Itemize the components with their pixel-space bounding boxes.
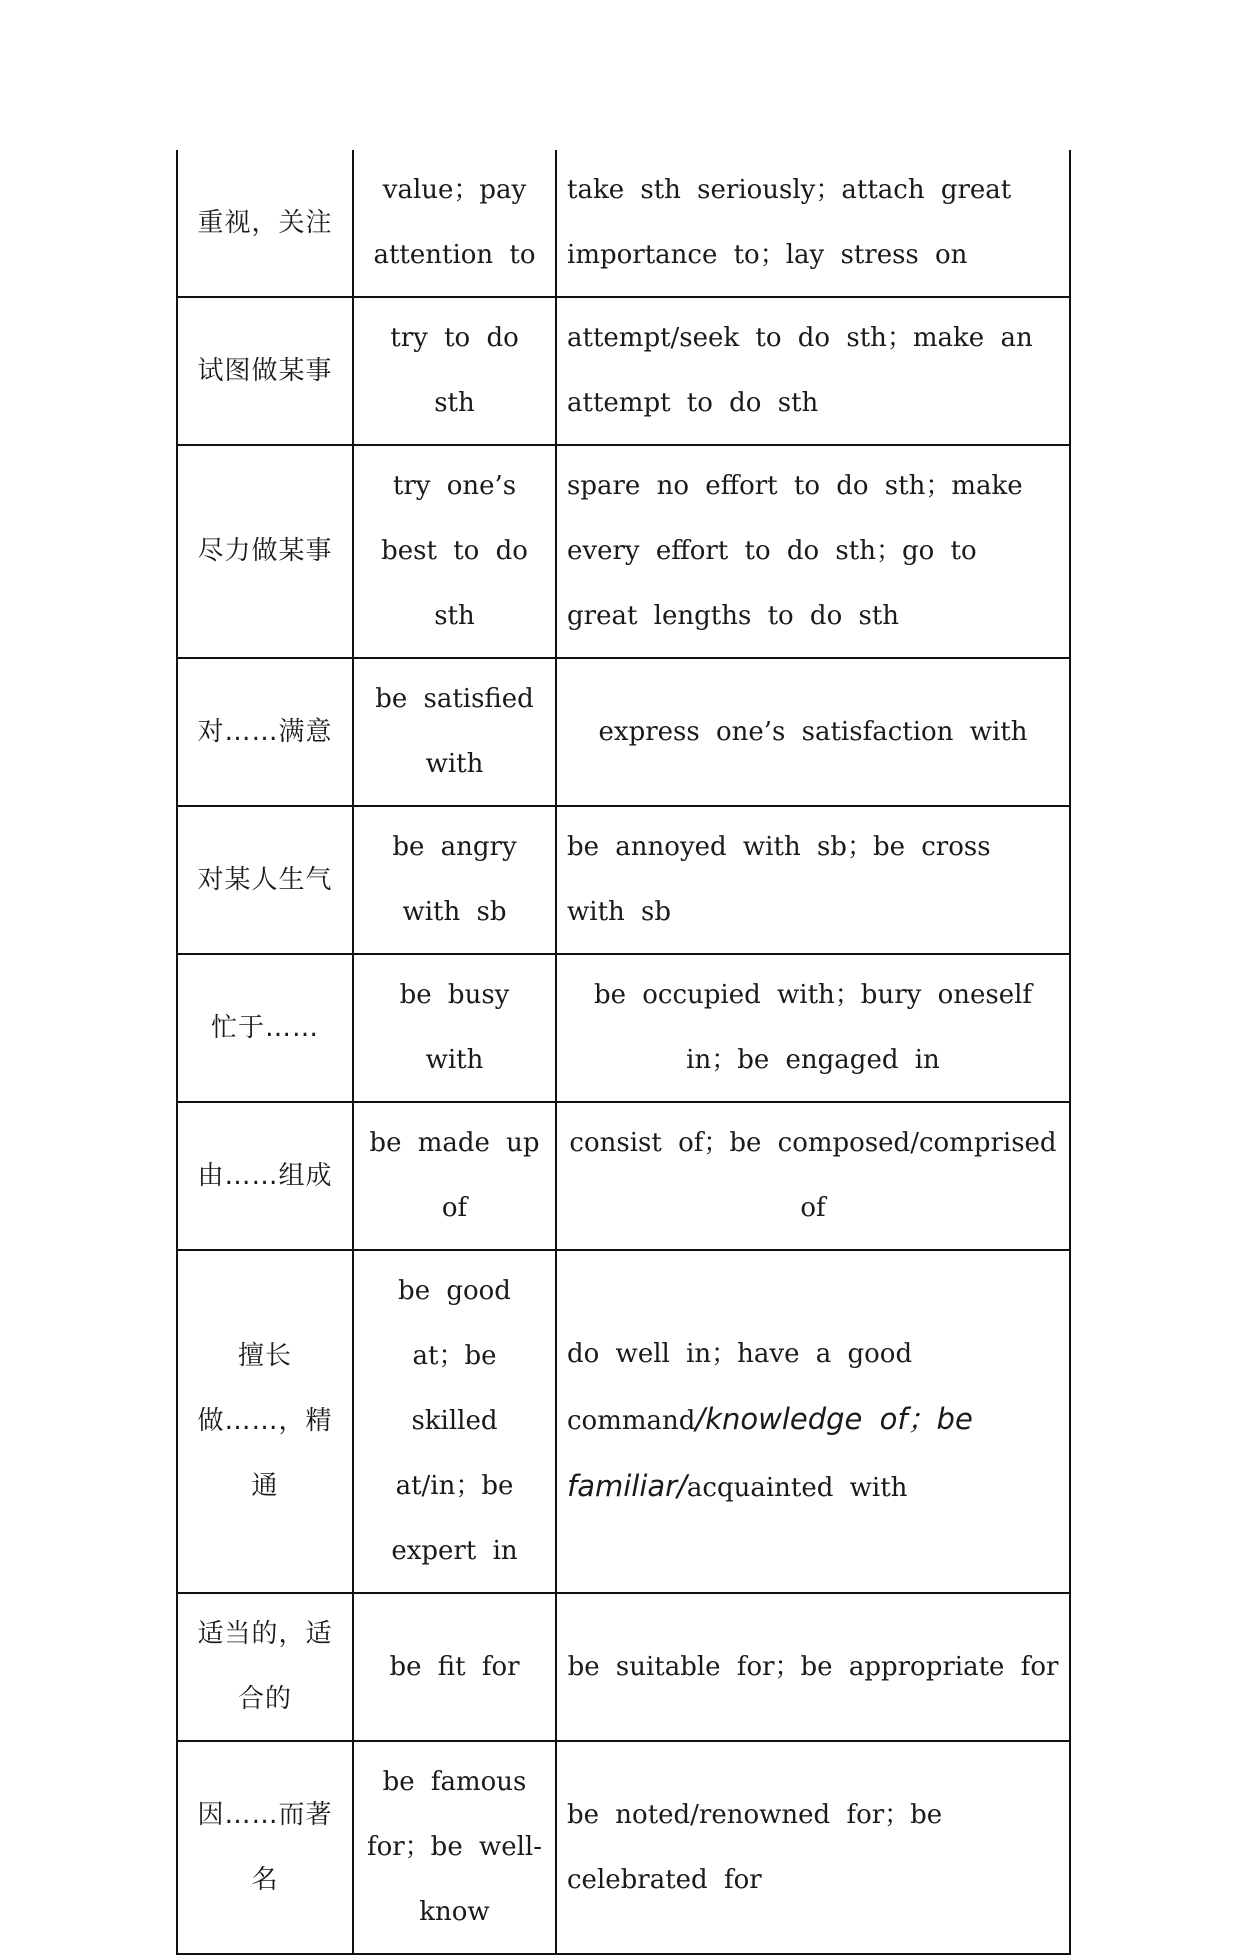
advanced-expression-cell: take sth seriously；attach great importance to；lay stress on [556,150,1070,297]
chinese-cell: 尽力做某事 [177,445,353,658]
table-row [177,445,1070,658]
basic-expression-cell: try one’s best to do sth [353,445,556,658]
chinese-cell: 由……组成 [177,1102,353,1250]
advanced-expression-cell: attempt/seek to do sth；make an attempt to do sth [556,297,1070,445]
basic-expression-cell: value；pay attention to [353,150,556,297]
chinese-cell: 因……而著名 [177,1741,353,1954]
basic-expression-cell: be good at；be skilled at/in；be expert in [353,1250,556,1593]
advanced-expression-cell: be suitable for；be appropriate for [556,1593,1070,1741]
table-row [177,1250,1070,1593]
advanced-expression-cell [556,1250,1070,1593]
advanced-expression-cell: consist of；be composed/comprised of [556,1102,1070,1250]
chinese-cell: 对某人生气 [177,806,353,954]
vocabulary-table [176,150,1071,1955]
basic-expression-cell: be busy with [353,954,556,1102]
advanced-expression-cell: spare no effort to do sth；make every effort to do sth；go to great lengths to do sth [556,445,1070,658]
advanced-expression-cell: express one’s satisfaction with [556,658,1070,806]
chinese-cell: 适当的，适合的 [177,1593,353,1741]
table-row [177,954,1070,1102]
basic-expression-cell: try to do sth [353,297,556,445]
table-row [177,806,1070,954]
basic-expression-cell: be satisfied with [353,658,556,806]
chinese-cell: 对……满意 [177,658,353,806]
advanced-text-part: do well in；have a good command [567,1339,913,1436]
advanced-expression-cell: be occupied with；bury oneself in；be engaged in [556,954,1070,1102]
table-row [177,1741,1070,1954]
advanced-expression-cell: be noted/renowned for；be celebrated for [556,1741,1070,1954]
table-row [177,297,1070,445]
table-row [177,1102,1070,1250]
advanced-expression-cell: be annoyed with sb；be cross with sb [556,806,1070,954]
chinese-cell: 忙于…… [177,954,353,1102]
table-row [177,658,1070,806]
chinese-cell: 试图做某事 [177,297,353,445]
basic-expression-cell: be fit for [353,1593,556,1741]
advanced-text-part: acquainted with [686,1473,908,1503]
chinese-cell: 重视，关注 [177,150,353,297]
table-row [177,1593,1070,1741]
chinese-cell: 擅长做……，精通 [177,1250,353,1593]
basic-expression-cell: be made up of [353,1102,556,1250]
advanced-text-part-handwritten: /knowledge of；be familiar/ [567,1402,973,1503]
table-row [177,150,1070,297]
basic-expression-cell: be angry with sb [353,806,556,954]
basic-expression-cell: be famous for；be well-know [353,1741,556,1954]
